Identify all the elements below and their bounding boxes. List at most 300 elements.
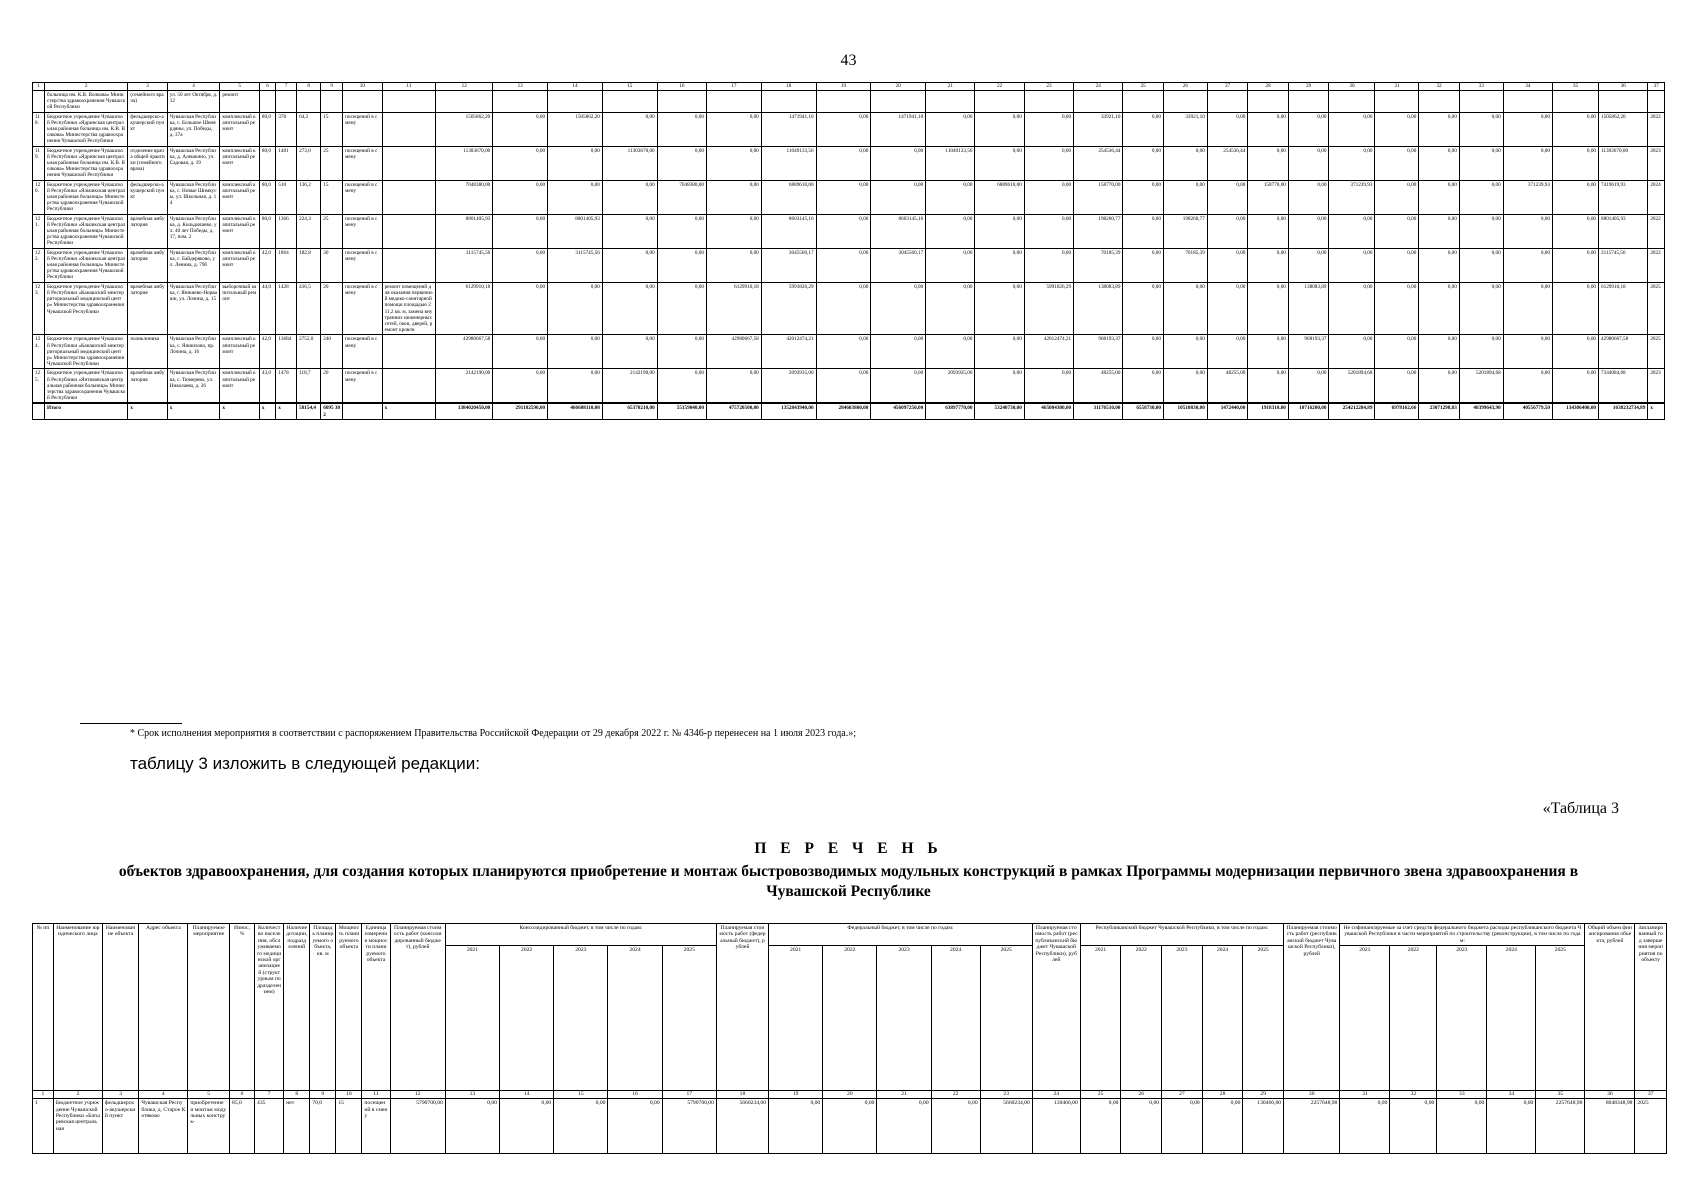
column-number: 3 [128, 83, 167, 91]
table-cell: Бюджетное учреждение Чувашской Республики «Яльчикская центральная районная больница» Министерства здравоохранения Чувашской Республики [45, 180, 128, 214]
column-number: 19 [769, 1091, 823, 1099]
table-cell: 0,00 [926, 214, 975, 248]
column-number: 33 [1437, 1091, 1487, 1099]
table-cell: 70185,39 [1074, 248, 1123, 282]
table-cell: 0,00 [975, 248, 1024, 282]
header-federal-budget: Федеральный бюджет, в том числе по годам: [769, 924, 1033, 946]
table-cell: 0,00 [493, 214, 548, 248]
table-cell: 0,00 [975, 369, 1024, 404]
table-cell: 0,00 [706, 146, 761, 180]
table-cell: Чувашская Республика, г. Янишево-Норваши, ул. Лочина, д. 15 [167, 282, 220, 335]
table-cell: Чувашская Республика, д. Кильдюшево, ул. 40 лет Победы, д. 17, пом. 2 [167, 214, 220, 248]
total-cell [33, 403, 45, 420]
table-cell: 1471941,10 [871, 112, 926, 146]
table-cell: 0,00 [1123, 369, 1164, 404]
table-cell: 0,00 [706, 214, 761, 248]
table-cell: 15 [336, 1099, 362, 1154]
table-cell [1503, 91, 1552, 113]
table-cell: 0,00 [1329, 335, 1375, 369]
total-cell: 65370210,00 [602, 403, 657, 420]
table-cell: отделение врача общей практики (семейного врача) [128, 146, 167, 180]
column-number: 9 [310, 1091, 336, 1099]
total-cell: х [167, 403, 220, 420]
table-cell: 0,00 [493, 282, 548, 335]
table-cell: врачебная амбулатория [128, 214, 167, 248]
header-year: 2023 [1437, 946, 1487, 1091]
table-cell: 2142190,00 [436, 369, 493, 404]
table-cell: 2093935,00 [761, 369, 816, 404]
total-cell: 456097250,00 [871, 403, 926, 420]
table-cell: 8603145,16 [871, 214, 926, 248]
table-cell: 5660234,00 [980, 1099, 1032, 1154]
table-cell: 30 [321, 248, 343, 282]
table-cell: 8801405,93 [436, 214, 493, 248]
table-cell [321, 91, 343, 113]
table-cell: 8603145,16 [761, 214, 816, 248]
table-cell: 6889610,00 [975, 180, 1024, 214]
table-cell: 70185,39 [1163, 248, 1207, 282]
table-cell: 2093935,00 [926, 369, 975, 404]
column-number: 34 [1503, 83, 1552, 91]
table-cell: 0,00 [1340, 1099, 1390, 1154]
table-cell: 0,00 [1419, 146, 1460, 180]
table-cell: 13684 [276, 335, 297, 369]
table-cell: 0,00 [1024, 369, 1073, 404]
column-number: 32 [1419, 83, 1460, 91]
table-cell: 240 [321, 335, 343, 369]
table-cell: 0,00 [1419, 369, 1460, 404]
column-number: 20 [823, 1091, 877, 1099]
table-cell: 0,00 [1329, 214, 1375, 248]
column-number: 12 [390, 1091, 445, 1099]
total-cell: 466608110,00 [548, 403, 603, 420]
table-cell: комплексный капитальный ремонт [220, 369, 259, 404]
table-cell: 15 [321, 180, 343, 214]
total-cell: 23071298,83 [1419, 403, 1460, 420]
column-number: 27 [1207, 83, 1248, 91]
table-cell: 3115745,56 [436, 248, 493, 282]
table-cell: 20 [321, 369, 343, 404]
table-cell: 510 [276, 180, 297, 214]
table-cell: 0,00 [493, 112, 548, 146]
table-cell: 0,00 [1288, 369, 1329, 404]
table-cell [1375, 91, 1419, 113]
table-cell: 1471941,10 [761, 112, 816, 146]
table-cell: 80,0 [259, 146, 275, 180]
column-number: 6 [259, 83, 275, 91]
table-cell: 435 [255, 1099, 284, 1154]
table-cell: посещений в смену [362, 1099, 390, 1154]
table-cell: Чувашская Республика, д. Алешкино, ул. Садовая, д. 19 [167, 146, 220, 180]
bottom-table-header-row-1 [33, 924, 1667, 946]
table-cell: ремонт [220, 91, 259, 113]
table-cell: 0,00 [1459, 282, 1503, 335]
column-number: 36 [1585, 1091, 1635, 1099]
table-cell: комплексный капитальный ремонт [220, 248, 259, 282]
table-cell: ремонт помещений для оказания первичной медико-санитарной помощи площадью 211,2 кв. м, замена внутренних инженерных сетей, окон, дверей, ремонт кровли [382, 282, 436, 335]
table-cell [259, 91, 275, 113]
table-cell: посещений в смену [343, 180, 382, 214]
table-cell [602, 91, 657, 113]
column-number: 25 [1123, 83, 1164, 91]
table-cell: 1481 [276, 146, 297, 180]
table-cell: 0,00 [1202, 1099, 1243, 1154]
table-cell: 0,00 [823, 1099, 877, 1154]
table-cell: 120. [33, 180, 45, 214]
table-cell: 254536,44 [1074, 146, 1123, 180]
table-cell: нет [284, 1099, 310, 1154]
table-cell: 0,00 [816, 335, 871, 369]
table-cell: 0,00 [500, 1099, 554, 1154]
footnote-divider [80, 723, 182, 724]
header-year: 2022 [1390, 946, 1437, 1091]
table-cell: комплексный капитальный ремонт [220, 335, 259, 369]
table-cell: 0,00 [1552, 180, 1598, 214]
table-cell: 0,00 [1503, 248, 1552, 282]
table-cell: 0,00 [1024, 146, 1073, 180]
table-cell: 11303670,00 [602, 146, 657, 180]
table-cell: Чувашская Республика, с. Яншихово, пр. Лочина, д. 16 [167, 335, 220, 369]
table-cell: посещений в смену [343, 248, 382, 282]
header-year: 2022 [1121, 946, 1162, 1091]
column-number: 30 [1329, 83, 1375, 91]
header-year: 2025 [662, 946, 716, 1091]
table-cell: 0,00 [975, 282, 1024, 335]
header-consolidated-budget: Консолидированный бюджет, в том числе по годам: [445, 924, 716, 946]
table-cell: комплексный капитальный ремонт [220, 146, 259, 180]
header-year: 2024 [1487, 946, 1536, 1091]
total-cell: 1352843940,00 [761, 403, 816, 420]
header-year: 2024 [1202, 946, 1243, 1091]
total-cell: 254212284,89 [1329, 403, 1375, 420]
table-cell: 0,00 [1288, 248, 1329, 282]
bottom-table [32, 923, 1667, 1154]
table-cell [382, 335, 436, 369]
table-cell: 371239,93 [1329, 180, 1375, 214]
column-number: 26 [1121, 1091, 1162, 1099]
table-cell: 1505862,20 [436, 112, 493, 146]
table-cell: 0,00 [1375, 146, 1419, 180]
table-cell: 48255,00 [1074, 369, 1123, 404]
table-cell: 0,00 [1329, 282, 1375, 335]
table-cell: 0,00 [926, 282, 975, 335]
table-cell: 0,00 [816, 214, 871, 248]
total-cell: 1638232734,89 [1599, 403, 1648, 420]
table-cell: 0,00 [548, 180, 603, 214]
total-cell: 475720500,00 [706, 403, 761, 420]
table-cell: 42980667,58 [706, 335, 761, 369]
table-cell [436, 91, 493, 113]
table-cell: 0,00 [1375, 214, 1419, 248]
column-number: 14 [500, 1091, 554, 1099]
header-year: 2021 [769, 946, 823, 1091]
table-cell: 0,00 [1419, 248, 1460, 282]
table-cell: 0,00 [1163, 180, 1207, 214]
table-cell: 0,00 [1459, 335, 1503, 369]
table-cell [1074, 91, 1123, 113]
table-cell [382, 369, 436, 404]
table-cell: 0,00 [445, 1099, 499, 1154]
table-cell: 3115745,56 [1599, 248, 1648, 282]
column-number: 37 [1635, 1091, 1667, 1099]
table-cell: 2024 [1648, 180, 1665, 214]
table-cell [816, 91, 871, 113]
column-number: 9 [321, 83, 343, 91]
table-cell: 121. [33, 214, 45, 248]
table-cell: 0,00 [1207, 335, 1248, 369]
column-number: 30 [1284, 1091, 1340, 1099]
table-cell: 0,00 [1552, 335, 1598, 369]
table-cell: 20 [321, 282, 343, 335]
column-number: 16 [657, 83, 706, 91]
table-cell [1288, 91, 1329, 113]
table-cell: 0,00 [871, 282, 926, 335]
table-cell: 0,00 [1123, 146, 1164, 180]
table-cell: 43,0 [259, 369, 275, 404]
table-cell: 0,00 [871, 369, 926, 404]
table-cell: 3045560,17 [761, 248, 816, 282]
table-cell: Бюджетное учреждение Чувашской Республики «Канашский межтерриториальный медицинский центр» Министерства здравоохранения Чувашской Республики [45, 282, 128, 335]
table-row [33, 248, 1665, 282]
column-number: 3 [102, 1091, 138, 1099]
table-cell: 0,00 [493, 146, 548, 180]
instruction-text: таблицу 3 изложить в следующей редакции: [130, 754, 480, 773]
column-number: 10 [336, 1091, 362, 1099]
table-cell: 0,00 [1459, 248, 1503, 282]
table-cell: 0,00 [706, 248, 761, 282]
table-cell: комплексный капитальный ремонт [220, 214, 259, 248]
table-cell [382, 112, 436, 146]
table-cell: 1505862,20 [548, 112, 603, 146]
table-cell: 0,00 [657, 214, 706, 248]
table-cell: 158770,00 [1074, 180, 1123, 214]
table-cell: 11049133,56 [926, 146, 975, 180]
header-address: Адрес объекта [139, 924, 188, 1091]
table-cell [1163, 91, 1207, 113]
table-cell: 2752,0 [297, 335, 321, 369]
header-year: 2023 [554, 946, 608, 1091]
column-number: 10 [343, 83, 382, 91]
table-cell [382, 214, 436, 248]
table-cell: 0,00 [1248, 248, 1289, 282]
table-cell: 2022 [1648, 248, 1665, 282]
column-number: 28 [1248, 83, 1289, 91]
table-cell: 1478 [276, 369, 297, 404]
column-number: 37 [1648, 83, 1665, 91]
header-republic-budget: Республиканский бюджет Чувашской Республики, в том числе по годам: [1080, 924, 1283, 946]
table-cell: 0,00 [602, 214, 657, 248]
table-cell: 48255,00 [1207, 369, 1248, 404]
column-number: 21 [926, 83, 975, 91]
header-non-cofinanced: Не софинансируемые за счет средств федерального бюджета расходы республиканского бюджета Чувашской Республики в части мероприятий по строительству (реконструкции), в том числе по годам: [1340, 924, 1585, 946]
table-cell: 130466,00 [1032, 1099, 1080, 1154]
total-cell: 55159040,00 [657, 403, 706, 420]
header-planned-cost: Планируемая стоимость работ (консолидированный бюджет), рублей [390, 924, 445, 1091]
column-number: 31 [1340, 1091, 1390, 1099]
table-cell: комплексный капитальный ремонт [220, 180, 259, 214]
table-cell: 64,2 [297, 112, 321, 146]
table-cell: 0,00 [493, 248, 548, 282]
total-cell: 6558730,00 [1123, 403, 1164, 420]
table-cell: 80,0 [259, 112, 275, 146]
table-cell [975, 91, 1024, 113]
table-cell: 0,00 [1487, 1099, 1536, 1154]
header-year: 2024 [931, 946, 980, 1091]
table-cell: 0,00 [1024, 248, 1073, 282]
table-row [33, 91, 1665, 113]
column-number: 1 [33, 1091, 54, 1099]
header-year: 2021 [1340, 946, 1390, 1091]
column-number: 12 [436, 83, 493, 91]
table-cell: 0,00 [1459, 214, 1503, 248]
column-number: 29 [1243, 1091, 1284, 1099]
table-cell: 3115745,56 [548, 248, 603, 282]
table-cell: 25 [321, 214, 343, 248]
column-number: 5 [188, 1091, 230, 1099]
table-cell: 70,0 [310, 1099, 336, 1154]
column-number: 29 [1288, 83, 1329, 91]
table-cell: ул. 50 лет Октября, д. 12 [167, 91, 220, 113]
table-cell: 85,0 [230, 1099, 255, 1154]
table-cell: 0,00 [1503, 369, 1552, 404]
table-cell: 1 [33, 1099, 54, 1154]
table-cell [1419, 91, 1460, 113]
document-title: П Е Р Е Ч Е Н Ь [754, 840, 943, 857]
table-cell: 5201894,68 [1459, 369, 1503, 404]
header-year: 2023 [877, 946, 931, 1091]
total-cell: х [220, 403, 259, 420]
table-cell: 0,00 [1552, 248, 1598, 282]
total-cell: 10510830,00 [1163, 403, 1207, 420]
column-number: 31 [1375, 83, 1419, 91]
header-capacity: Мощность планируемого объекта [336, 924, 362, 1091]
table-cell [382, 180, 436, 214]
page-number: 43 [840, 52, 857, 69]
total-cell: х [382, 403, 436, 420]
table-cell: 0,00 [1121, 1099, 1162, 1154]
table-cell: посещений в смену [343, 214, 382, 248]
total-cell: 1384020450,00 [436, 403, 493, 420]
table-cell: Бюджетное учреждение Чувашской Республики «Янтиковская центральная районная больница» Министерства здравоохранения Чувашской Республики [45, 369, 128, 404]
table-cell: 0,00 [706, 112, 761, 146]
table-cell: 0,00 [1163, 146, 1207, 180]
column-number: 15 [602, 83, 657, 91]
column-number: 15 [554, 1091, 608, 1099]
table-cell: 33921,10 [1074, 112, 1123, 146]
table-cell [657, 91, 706, 113]
header-year: 2023 [1162, 946, 1203, 1091]
header-planned-cost-republic: Планируемая стоимость работ (республиканский бюджет Чувашской Республики), рублей [1032, 924, 1080, 1091]
column-number: 17 [706, 83, 761, 91]
table-cell: 0,00 [1024, 214, 1073, 248]
table-cell: 0,00 [1248, 112, 1289, 146]
table-cell: 416,5 [297, 282, 321, 335]
header-planned-year: Запланированный год завершения мероприятия по объекту [1635, 924, 1667, 1091]
total-cell: х [128, 403, 167, 420]
table-row [33, 214, 1665, 248]
total-cell: 31176510,00 [1074, 403, 1123, 420]
table-cell: 0,00 [1163, 335, 1207, 369]
table-cell: Бюджетное учреждение Чувашской Республики «Канашский межтерриториальный медицинский центр» Министерства здравоохранения Чувашской Республики [45, 335, 128, 369]
column-number: 4 [139, 1091, 188, 1099]
column-number: 25 [1080, 1091, 1121, 1099]
header-total-financing: Общий объем финансирования объекта, рублей [1585, 924, 1635, 1091]
table-cell: 0,00 [657, 282, 706, 335]
table-cell: 0,00 [816, 282, 871, 335]
column-number: 26 [1163, 83, 1207, 91]
table-cell: 0,00 [1123, 282, 1164, 335]
table-cell: 0,00 [926, 248, 975, 282]
table-cell: 371239,93 [1503, 180, 1552, 214]
table-cell: 0,00 [1503, 282, 1552, 335]
table-cell: 968193,37 [1074, 335, 1123, 369]
table-cell [1024, 91, 1073, 113]
column-number: 14 [548, 83, 603, 91]
table-cell: (семейного врача) [128, 91, 167, 113]
column-number: 2 [45, 83, 128, 91]
table-cell: больница им. К.В. Волкова» Министерства здравоохранения Чувашской Республики [45, 91, 128, 113]
table-cell [343, 91, 382, 113]
table-cell: посещений в смену [343, 146, 382, 180]
table-cell: 138083,89 [1288, 282, 1329, 335]
table-cell: 2142190,00 [602, 369, 657, 404]
header-area: Площадь планируемого объекта, кв. м [310, 924, 336, 1091]
table-cell: 254536,44 [1207, 146, 1248, 180]
table-cell: 11303670,00 [1599, 146, 1648, 180]
table-cell [871, 91, 926, 113]
table-cell: 5991826,29 [1024, 282, 1073, 335]
table-cell: 2025 [1648, 335, 1665, 369]
table-cell: 2257648,98 [1284, 1099, 1340, 1154]
column-number: 33 [1459, 83, 1503, 91]
table-cell: 15 [321, 112, 343, 146]
table-cell: 0,00 [1329, 146, 1375, 180]
footnote: * Срок исполнения мероприятия в соответствии с распоряжением Правительства Российской Федерации от 29 декабря 2022 г. № 4346-р перенесен на 1 июля 2023 года.»; [130, 728, 857, 739]
column-number: 36 [1599, 83, 1648, 91]
table-cell [297, 91, 321, 113]
column-number: 13 [445, 1091, 499, 1099]
header-capacity-unit: Единица измерения мощности планируемого объекта [362, 924, 390, 1091]
table-cell: 0,00 [548, 369, 603, 404]
total-cell: х [276, 403, 297, 420]
table-cell: 0,00 [1375, 248, 1419, 282]
table-cell [1648, 91, 1665, 113]
column-number: 23 [1024, 83, 1073, 91]
column-number: 1 [33, 83, 45, 91]
table-cell: Бюджетное учреждение Чувашской Республики «Яльчикская центральная районная больница» Министерства здравоохранения Чувашской Республики [45, 214, 128, 248]
table-cell: 0,00 [1419, 180, 1460, 214]
table-row [33, 112, 1665, 146]
total-cell: 40556779,50 [1503, 403, 1552, 420]
table-cell: 0,00 [1248, 369, 1289, 404]
table-cell: 0,00 [926, 180, 975, 214]
table-cell: 0,00 [769, 1099, 823, 1154]
table-cell [1459, 91, 1503, 113]
table-cell: 80,0 [259, 214, 275, 248]
table-cell: 2025 [1635, 1099, 1667, 1154]
table-cell: Чувашская Республика, с. Большое Шемердяны, ул. Победы, д. 37а [167, 112, 220, 146]
table-cell: 0,00 [1503, 112, 1552, 146]
table-label: «Таблица 3 [1542, 800, 1619, 817]
table-cell: выборочный капитальный ремонт [220, 282, 259, 335]
table-cell: 0,00 [1207, 180, 1248, 214]
header-year: 2025 [1536, 946, 1585, 1091]
header-planned-cost-federal: Планируемая стоимость работ (федеральный бюджет), рублей [716, 924, 768, 1091]
column-number: 5 [220, 83, 259, 91]
header-population: Количество населения, обслуживаемого медицинской организацией (структурным подразделением) [255, 924, 284, 1091]
table-cell: 6129910,18 [706, 282, 761, 335]
table-cell: 122. [33, 248, 45, 282]
